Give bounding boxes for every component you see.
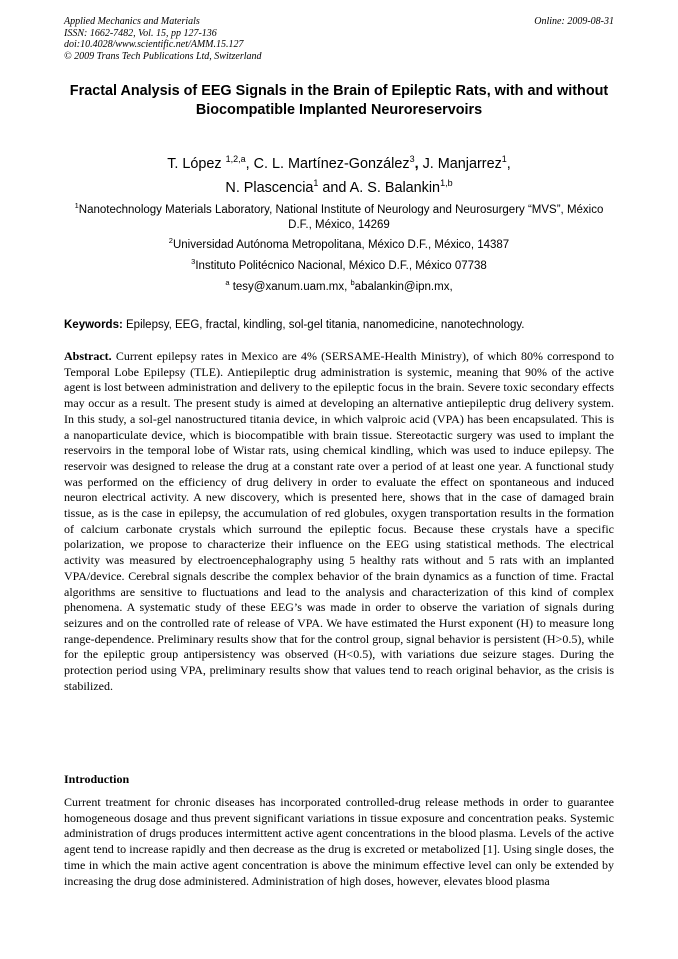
- affiliation-mark: 3: [191, 257, 196, 267]
- affiliation-3: [64, 259, 614, 274]
- doi-link[interactable]: doi:10.4028/www.scientific.net/AMM.15.127: [64, 39, 244, 50]
- affiliation-text: Universidad Autónoma Metropolitana, México D.F., México, 14387: [172, 239, 510, 251]
- abstract-text: Current epilepsy rates in Mexico are 4% (SERSAME-Health Ministry), of which 80% correspond to Temporal Lobe Epilepsy (TLE). Antiepileptic drug administration is systemic, meaning that 90% of the active agent is lost between administration and delivery to the epileptic focus in the brain. Severe toxic secondary effects may occur as a result. The present study is aimed at developing an alternative antiepileptic drug delivery system. In this study, a sol-gel nanostructured titania device, in which valproic acid (VPA) has been encapsulated. This is a nanoparticulate device, which is biocompatible with brain tissue. Stereotactic surgery was used to implant the reservoirs in the temporal lobe of Wistar rats, using chemical kindling, which was used to induce epilepsy. The reservoir was designed to release the drug at a constant rate over a period of at least one year. A functional study was performed on the efficiency of drug delivery in order to evaluate the effect on spontaneous and induced neuron electrical activity. A new discovery, which is presented here, shows that in the case of damaged brain tissue, as is the case in epilepsy, the accumulation of red globules, oxygen transportation results in the formation of calcium carbonate crystals which surround the epileptic focus. Because these crystals have a specific polarization, we propose to characterize their influence on the EEG using statistical methods. The electrical activity was measured by electroencephalography using 5 healthy rats without and 5 rats with an implanted VPA/device. Cerebral signals describe the complex behavior of the brain dynamics as a function of time. Fractal algorithms are sensitive to fluctuations and lead to the analysis and characterization of this kind of complex phenomena. A systematic study of these EEG’s was made in order to observe the variation of signals during seizures and on the controlled rate of release of VPA. We have estimated the Hurst exponent (H) to measure long range-dependence. Preliminary results show that for the control group, signal behavior is persistent (H>0.5), while for the epileptic group antipersistency was observed (H<0.5), with variations due seizure stages. During the protection period using VPA, preliminary results show that values tend to reach original behavior, as the crisis is stabilized.: [64, 349, 615, 693]
- author-name: J. Manjarrez: [422, 156, 502, 172]
- keywords-label: Keywords:: [64, 319, 123, 331]
- affiliation-text: Instituto Politécnico Nacional, México D.F., México 07738: [195, 260, 487, 272]
- online-date: Online: 2009-08-31: [534, 16, 614, 27]
- author-list: [64, 152, 614, 200]
- email-link[interactable]: tesy@xanum.uam.mx,: [232, 281, 348, 293]
- issn-line: ISSN: 1662-7482, Vol. 15, pp 127-136: [64, 27, 217, 39]
- paper-title: Fractal Analysis of EEG Signals in the Brain of Epileptic Rats, with and without Biocompatible Implanted Neuroreservoirs: [69, 83, 609, 118]
- contact-emails: [64, 280, 614, 295]
- author-conjunction: and: [322, 180, 347, 196]
- keywords-text: Epilepsy, EEG, fractal, kindling, sol-gel titania, nanomedicine, nanotechnology.: [126, 319, 525, 331]
- affiliation-mark: 2: [168, 236, 173, 246]
- abstract-section: [64, 349, 614, 694]
- author-affiliation-mark: 1: [313, 178, 319, 189]
- affiliation-text: Nanotechnology Materials Laboratory, National Institute of Neurology and Neurosurgery “MVS”, México D.F., México, 14269: [78, 204, 604, 231]
- author-affiliation-mark: 1,b: [440, 178, 453, 189]
- author-line-1: [64, 152, 614, 176]
- author-name: A. S. Balankin: [349, 180, 441, 196]
- author-name: N. Plascencia: [225, 180, 314, 196]
- author-name: C. L. Martínez-González: [253, 156, 410, 172]
- keywords-section: [64, 318, 614, 332]
- affiliation-mark: 1: [74, 201, 79, 211]
- author-affiliation-mark: 3: [409, 154, 415, 165]
- author-line-2: [64, 176, 614, 200]
- email-mark: b: [350, 278, 355, 288]
- author-affiliation-mark: 1,2,a: [225, 154, 246, 165]
- email-link[interactable]: abalankin@ipn.mx,: [354, 281, 453, 293]
- email-mark: a: [225, 278, 230, 288]
- journal-name: Applied Mechanics and Materials: [64, 16, 200, 27]
- introduction-text: Current treatment for chronic diseases has incorporated controlled-drug release methods in order to guarantee homogeneous dosage and thus prevent significant variations in tissue exposure and concentration peaks. Systemic administration of drugs produces intermittent active agent concentrations in the blood plasma. Levels of the active agent tend to increase rapidly and then decrease as the drug is excreted or metabolized [1]. Using single doses, the time in which the main active agent concentration is above the minimum effective level can only be extended by increasing the drug dose administered. Administration of high doses, however, elevates blood plasma: [64, 795, 614, 888]
- affiliation-2: [64, 238, 614, 253]
- author-separator: ,: [414, 156, 423, 172]
- author-affiliation-mark: 1: [501, 154, 507, 165]
- copyright-line: © 2009 Trans Tech Publications Ltd, Switzerland: [64, 50, 262, 62]
- author-separator: ,: [506, 156, 511, 172]
- author-separator: ,: [245, 156, 254, 172]
- affiliation-1: [64, 203, 614, 232]
- abstract-label: Abstract.: [64, 349, 112, 363]
- introduction-heading: Introduction: [64, 772, 130, 786]
- publication-header: [64, 16, 262, 62]
- author-name: T. López: [167, 156, 222, 172]
